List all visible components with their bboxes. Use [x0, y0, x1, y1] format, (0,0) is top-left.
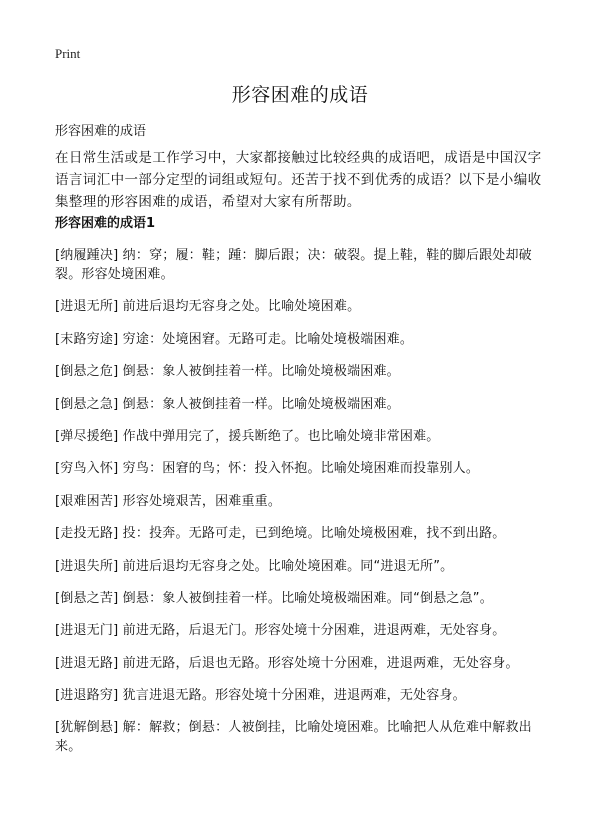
- page-title: 形容困难的成语: [231, 84, 369, 106]
- idiom-entry: [穷鸟入怀] 穷鸟：困窘的鸟；怀：投入怀抱。比喻处境困难而投靠别人。: [55, 461, 480, 477]
- intro-paragraph: 在日常生活或是工作学习中，大家都接触过比较经典的成语吧，成语是中国汉字语言词汇中一部分定型的词组或短句。还苦于找不到优秀的成语？以下是小编收集整理的形容困难的成语，希望对大家有所帮助。: [55, 150, 542, 210]
- idiom-entry: [进退无门] 前进无路，后退无门。形容处境十分困难，进退两难，无处容身。: [55, 623, 506, 639]
- idiom-list: [55, 246, 550, 770]
- section-heading: 形容困难的成语1: [55, 216, 156, 231]
- idiom-entry: [进退无路] 前进无路，后退也无路。形容处境十分困难，进退两难，无处容身。: [55, 655, 519, 671]
- idiom-entry: [倒悬之苦] 倒悬：象人被倒挂着一样。比喻处境极端困难。同“倒悬之急”。: [55, 590, 493, 606]
- subtitle: 形容困难的成语: [55, 124, 147, 139]
- idiom-entry: [倒悬之急] 倒悬：象人被倒挂着一样。比喻处境极端困难。: [55, 396, 400, 412]
- idiom-entry: [进退路穷] 犹言进退无路。形容处境十分困难，进退两难，无处容身。: [55, 688, 466, 704]
- idiom-entry: [走投无路] 投：投奔。无路可走，已到绝境。比喻处境极困难，找不到出路。: [55, 526, 506, 542]
- print-link[interactable]: Print: [55, 46, 81, 61]
- idiom-entry: [倒悬之危] 倒悬：象人被倒挂着一样。比喻处境极端困难。: [55, 364, 400, 380]
- idiom-entry: [弹尽援绝] 作战中弹用完了，援兵断绝了。也比喻处境非常困难。: [55, 428, 440, 444]
- idiom-entry: [艰难困苦] 形容处境艰苦，困难重重。: [55, 493, 282, 509]
- idiom-entry: [纳履踵决] 纳：穿；履：鞋；踵：脚后跟；决：破裂。提上鞋，鞋的脚后跟处却破裂。形容处境困难。: [55, 248, 532, 282]
- idiom-entry: [进退无所] 前进后退均无容身之处。比喻处境困难。: [55, 299, 361, 315]
- idiom-entry: [末路穷途] 穷途：处境困窘。无路可走。比喻处境极端困难。: [55, 331, 414, 347]
- idiom-entry: [进退失所] 前进后退均无容身之处。比喻处境困难。同“进退无所”。: [55, 558, 454, 574]
- idiom-entry: [犹解倒悬] 解：解救；倒悬：人被倒挂，比喻处境困难。比喻把人从危难中解救出来。: [55, 720, 532, 755]
